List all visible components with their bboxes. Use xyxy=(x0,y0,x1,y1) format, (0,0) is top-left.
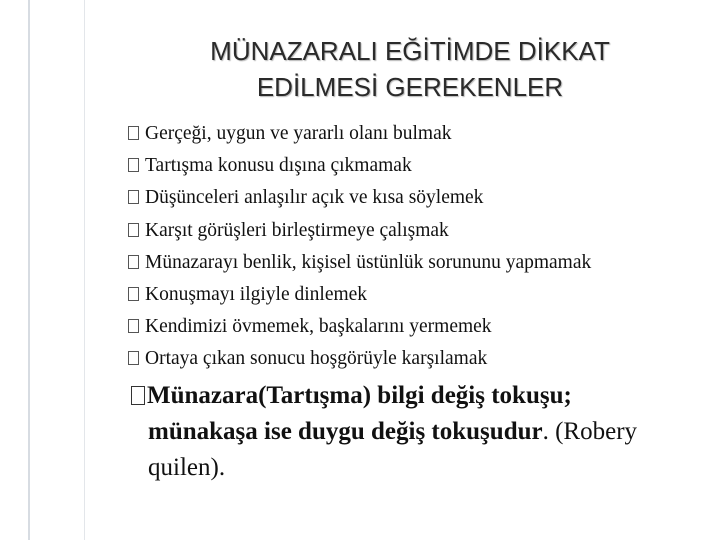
quote-author: quilen xyxy=(148,454,211,481)
bullet-item xyxy=(128,311,708,343)
title-line-2: EDİLMESİ GEREKENLER xyxy=(256,72,564,102)
square-bullet-icon xyxy=(128,223,139,237)
square-bullet-icon xyxy=(128,190,139,204)
quote-line-3 xyxy=(131,450,711,486)
bullet-text: Düşünceleri anlaşılır açık ve kısa söylemek xyxy=(145,187,484,209)
quote-bold-text: münakaşa ise duygu değiş tokuşudur xyxy=(148,418,543,445)
bullet-list xyxy=(128,118,708,376)
bullet-text: Kendimizi övmemek, başkalarını yermemek xyxy=(145,316,492,338)
square-bullet-icon xyxy=(128,255,139,269)
square-bullet-icon xyxy=(131,386,145,405)
square-bullet-icon xyxy=(128,158,139,172)
bullet-item xyxy=(128,247,708,279)
slide-title xyxy=(150,33,670,105)
quote-line-2 xyxy=(131,414,711,450)
bullet-item xyxy=(128,279,708,311)
title-line-1: MÜNAZARALI EĞİTİMDE DİKKAT xyxy=(210,36,610,66)
bullet-item xyxy=(128,343,708,375)
square-bullet-icon xyxy=(128,287,139,301)
quote-period: . xyxy=(542,418,549,445)
bullet-item xyxy=(128,118,708,150)
bullet-item xyxy=(128,182,708,214)
bullet-text: Münazarayı benlik, kişisel üstünlük sorununu yapmamak xyxy=(145,251,592,273)
quote-line-1: Münazara(Tartışma) bilgi değiş tokuşu; xyxy=(147,382,572,409)
decorative-line xyxy=(28,0,30,540)
decorative-line xyxy=(84,0,85,540)
bullet-text: Ortaya çıkan sonucu hoşgörüyle karşılamak xyxy=(145,348,488,370)
square-bullet-icon xyxy=(128,319,139,333)
bullet-item xyxy=(128,150,708,182)
bullet-item xyxy=(128,215,708,247)
quote-block xyxy=(131,378,711,486)
bullet-text: Konuşmayı ilgiyle dinlemek xyxy=(145,283,368,305)
square-bullet-icon xyxy=(128,351,139,365)
bullet-text: Gerçeği, uygun ve yararlı olanı bulmak xyxy=(145,123,452,144)
quote-attribution: (Robery xyxy=(548,418,638,445)
bullet-text: Tartışma konusu dışına çıkmamak xyxy=(145,155,412,177)
square-bullet-icon xyxy=(128,126,139,140)
bullet-text: Karşıt görüşleri birleştirmeye çalışmak xyxy=(145,219,449,241)
quote-end: ). xyxy=(210,454,226,481)
